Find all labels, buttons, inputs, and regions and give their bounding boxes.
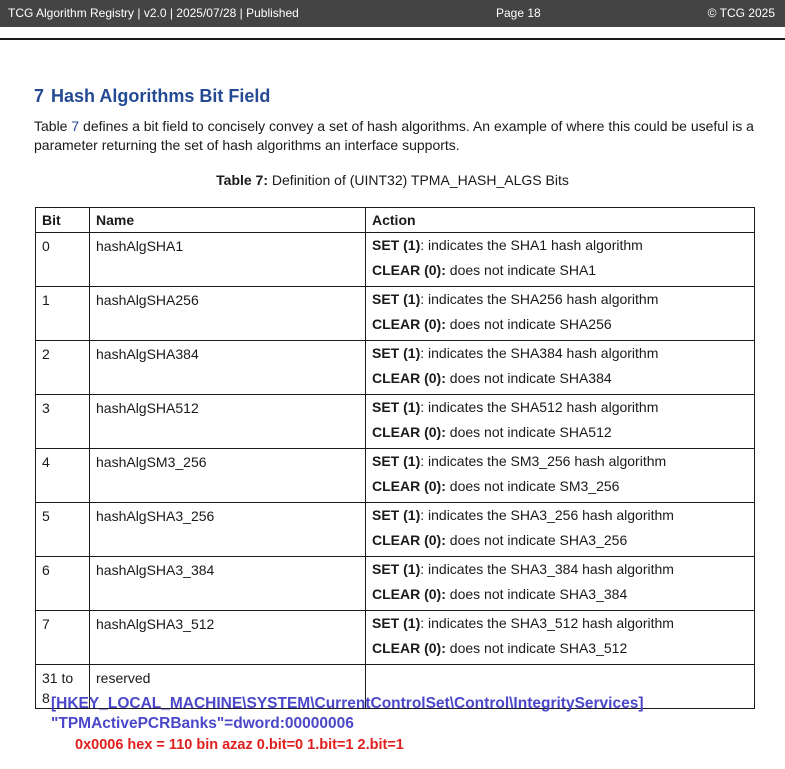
set-label: SET (1): [372, 291, 421, 307]
set-text: : indicates the SHA384 hash algorithm: [420, 345, 659, 361]
table-row: [36, 503, 755, 557]
action-cell: [366, 341, 755, 395]
set-text: : indicates the SHA3_256 hash algorithm: [420, 507, 674, 523]
registry-path: [HKEY_LOCAL_MACHINE\SYSTEM\CurrentControlSet\Control\IntegrityServices]: [51, 695, 644, 712]
action-cell: [366, 557, 755, 611]
clear-label: CLEAR (0):: [372, 586, 446, 602]
clear-line: [372, 423, 748, 448]
set-label: SET (1): [372, 237, 421, 253]
reserved-bit-line1: 31 to: [42, 670, 74, 686]
set-label: SET (1): [372, 561, 421, 577]
set-line: [372, 236, 748, 261]
set-text: : indicates the SHA3_384 hash algorithm: [420, 561, 674, 577]
clear-text: does not indicate SHA1: [445, 262, 597, 278]
clear-label: CLEAR (0):: [372, 424, 446, 440]
set-line: [372, 452, 748, 477]
clear-text: does not indicate SHA3_512: [445, 640, 628, 656]
name-cell-reserved: reserved: [90, 665, 366, 709]
intro-before: Table: [34, 118, 72, 134]
action-cell: [366, 395, 755, 449]
set-line: [372, 614, 748, 639]
header-name: Name: [90, 208, 366, 233]
set-label: SET (1): [372, 615, 421, 631]
name-cell: hashAlgSHA3_512: [90, 611, 366, 665]
action-cell: [366, 233, 755, 287]
action-cell: [366, 611, 755, 665]
clear-text: does not indicate SM3_256: [445, 478, 620, 494]
section-number: 7: [34, 86, 45, 106]
set-label: SET (1): [372, 507, 421, 523]
table-body: [36, 233, 755, 709]
set-line: [372, 344, 748, 369]
name-cell: hashAlgSHA1: [90, 233, 366, 287]
set-line: [372, 560, 748, 585]
clear-line: [372, 315, 748, 340]
section-title: Hash Algorithms Bit Field: [51, 86, 271, 106]
set-text: : indicates the SHA512 hash algorithm: [420, 399, 659, 415]
registry-value: "TPMActivePCRBanks"=dword:00000006: [51, 715, 354, 732]
intro-after: defines a bit field to concisely convey a set of hash algorithms. An example of where this could be useful is a parameter returning the set of hash algorithms an interface supports.: [34, 118, 754, 153]
header-action: Action: [366, 208, 755, 233]
clear-line: [372, 369, 748, 394]
bit-cell: 4: [36, 449, 90, 503]
header-doc-info: TCG Algorithm Registry | v2.0 | 2025/07/28 | Published: [8, 6, 299, 20]
clear-line: [372, 585, 748, 610]
clear-label: CLEAR (0):: [372, 478, 446, 494]
table-row: [36, 341, 755, 395]
table-row: [36, 449, 755, 503]
set-label: SET (1): [372, 399, 421, 415]
set-text: : indicates the SM3_256 hash algorithm: [420, 453, 667, 469]
table-reference-link[interactable]: 7: [71, 118, 80, 134]
table-row: [36, 395, 755, 449]
table-row: [36, 611, 755, 665]
header-copyright: © TCG 2025: [707, 6, 775, 20]
bit-cell: 2: [36, 341, 90, 395]
clear-line: [372, 261, 748, 286]
hash-algs-bits-table: [35, 207, 755, 709]
table-row: [36, 233, 755, 287]
bit-cell: 5: [36, 503, 90, 557]
set-text: : indicates the SHA1 hash algorithm: [420, 237, 643, 253]
clear-label: CLEAR (0):: [372, 532, 446, 548]
clear-label: CLEAR (0):: [372, 262, 446, 278]
clear-line: [372, 531, 748, 556]
clear-text: does not indicate SHA3_384: [445, 586, 628, 602]
header-bit: Bit: [36, 208, 90, 233]
registry-snippet: [51, 694, 644, 734]
clear-text: does not indicate SHA256: [445, 316, 612, 332]
name-cell: hashAlgSHA256: [90, 287, 366, 341]
bit-cell: 1: [36, 287, 90, 341]
clear-label: CLEAR (0):: [372, 316, 446, 332]
name-cell: hashAlgSHA3_256: [90, 503, 366, 557]
bit-cell: 6: [36, 557, 90, 611]
name-cell: hashAlgSM3_256: [90, 449, 366, 503]
name-cell: hashAlgSHA3_384: [90, 557, 366, 611]
name-cell: hashAlgSHA512: [90, 395, 366, 449]
set-label: SET (1): [372, 453, 421, 469]
section-heading: [34, 86, 270, 107]
set-line: [372, 398, 748, 423]
section-intro: [34, 117, 754, 155]
set-line: [372, 506, 748, 531]
table-row: [36, 287, 755, 341]
clear-line: [372, 477, 748, 502]
reserved-bit-line2: 8: [42, 690, 50, 706]
action-cell: [366, 503, 755, 557]
table-row: [36, 557, 755, 611]
name-cell: hashAlgSHA384: [90, 341, 366, 395]
action-cell: [366, 449, 755, 503]
header-divider: [0, 38, 785, 40]
header-page-number: Page 18: [496, 6, 541, 20]
set-text: : indicates the SHA256 hash algorithm: [420, 291, 659, 307]
bit-cell: 0: [36, 233, 90, 287]
caption-text: Definition of (UINT32) TPMA_HASH_ALGS Bits: [268, 172, 569, 188]
set-line: [372, 290, 748, 315]
action-cell: [366, 287, 755, 341]
bit-cell: 3: [36, 395, 90, 449]
clear-text: does not indicate SHA384: [445, 370, 612, 386]
table-header-row: [36, 208, 755, 233]
document-header-bar: [0, 0, 785, 27]
clear-label: CLEAR (0):: [372, 370, 446, 386]
clear-text: does not indicate SHA3_256: [445, 532, 628, 548]
clear-text: does not indicate SHA512: [445, 424, 612, 440]
set-label: SET (1): [372, 345, 421, 361]
clear-label: CLEAR (0):: [372, 640, 446, 656]
set-text: : indicates the SHA3_512 hash algorithm: [420, 615, 674, 631]
table-caption: [0, 172, 785, 188]
bit-decode-note: 0x0006 hex = 110 bin azaz 0.bit=0 1.bit=1 2.bit=1: [75, 737, 404, 753]
clear-line: [372, 639, 748, 664]
caption-label: Table 7:: [216, 172, 269, 188]
bit-cell: 7: [36, 611, 90, 665]
